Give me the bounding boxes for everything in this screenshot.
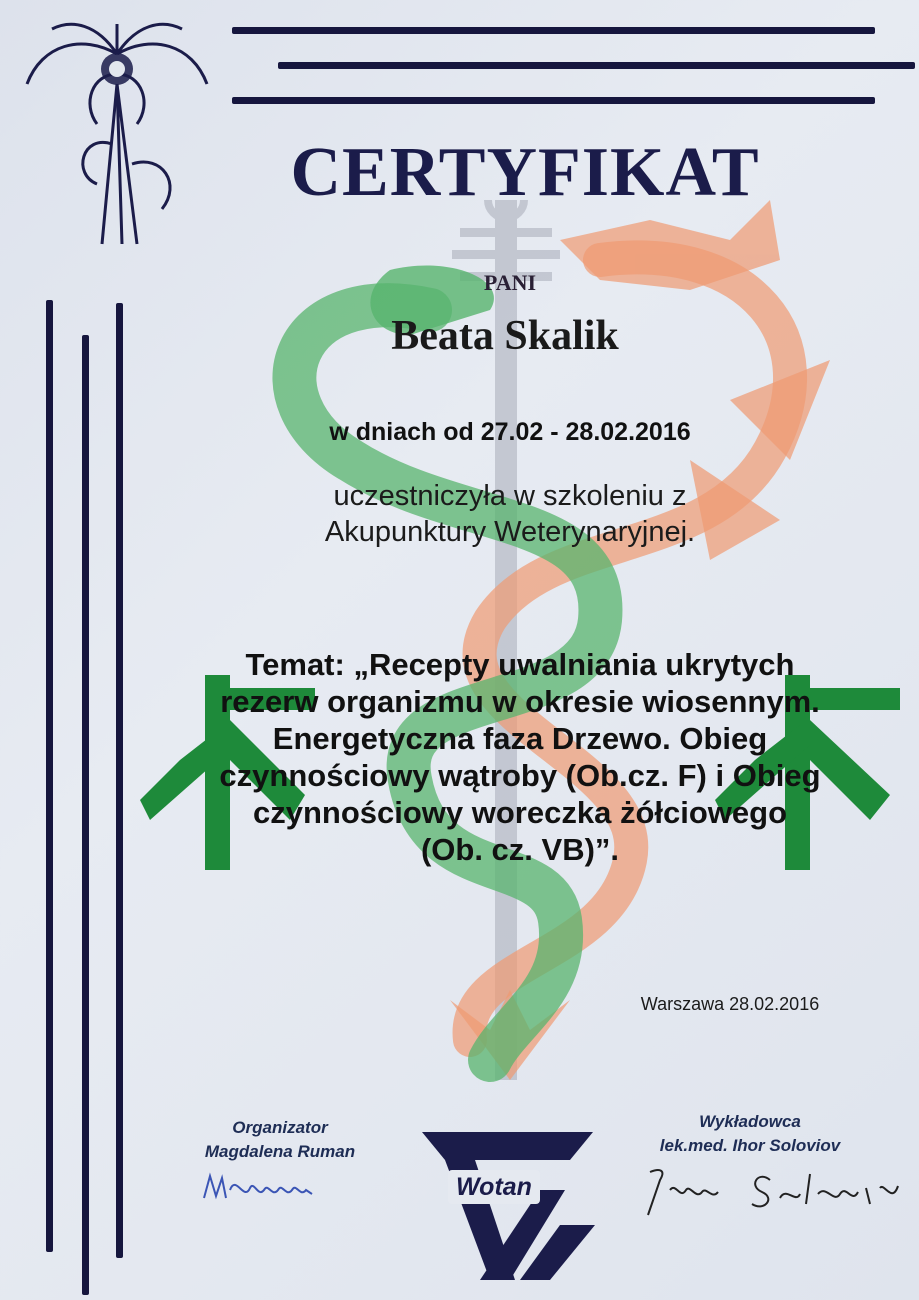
- course-dates: w dniach od 27.02 - 28.02.2016: [329, 418, 691, 446]
- side-rule-3: [116, 303, 123, 1258]
- participation-statement: [210, 478, 810, 550]
- organizer-signature: [200, 1168, 320, 1206]
- recipient-name: Beata Skalik: [391, 313, 619, 359]
- participation-line-2: Akupunktury Weterynaryjnej.: [324, 516, 696, 548]
- side-rule-1: [46, 300, 53, 1252]
- wotan-logo: [420, 1130, 595, 1280]
- topic-line: czynnościowy wątroby (Ob.cz. F) i Obieg: [219, 758, 821, 793]
- lecturer-name: lek.med. Ihor Soloviov: [659, 1136, 841, 1155]
- lecturer-block: [610, 1110, 890, 1158]
- top-rule-2: [278, 62, 915, 69]
- topic-line: Energetyczna faza Drzewo. Obieg: [272, 721, 768, 756]
- lecturer-signature: [630, 1160, 915, 1220]
- topic-line: czynnościowy woreczka żółciowego: [252, 795, 788, 830]
- lecturer-role: Wykładowca: [699, 1112, 801, 1131]
- top-rule-1: [232, 27, 875, 34]
- flower-emblem-icon: [22, 14, 212, 246]
- place-and-date: Warszawa 28.02.2016: [640, 994, 820, 1014]
- wotan-logo-text: Wotan: [456, 1173, 532, 1201]
- top-rule-3: [232, 97, 875, 104]
- topic-line: (Ob. cz. VB)”.: [420, 832, 620, 867]
- topic-line: rezerw organizmu w okresie wiosennym.: [220, 684, 820, 719]
- course-topic: [140, 646, 900, 868]
- participation-line-1: uczestniczyła w szkoleniu z: [333, 480, 687, 512]
- salutation: PANI: [483, 270, 537, 295]
- topic-line: Temat: „Recepty uwalniania ukrytych: [245, 647, 795, 682]
- certificate-title: CERTYFIKAT: [290, 134, 760, 211]
- organizer-block: [170, 1116, 390, 1164]
- organizer-role: Organizator: [232, 1118, 328, 1137]
- side-rule-2: [82, 335, 89, 1295]
- organizer-name: Magdalena Ruman: [204, 1142, 356, 1161]
